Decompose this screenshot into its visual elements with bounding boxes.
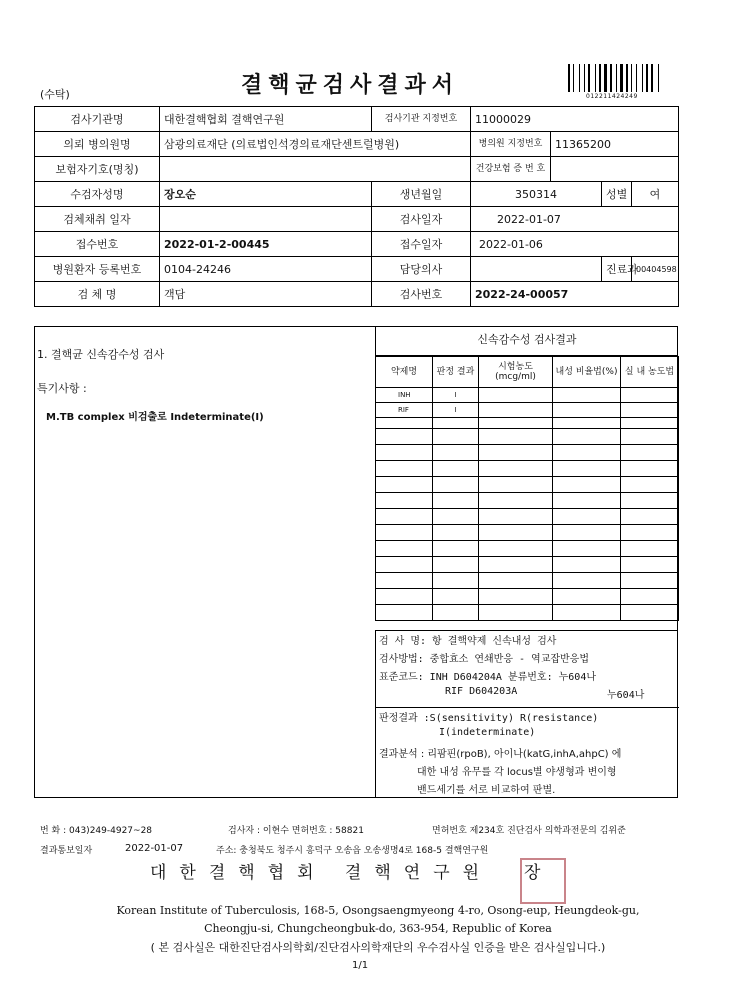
empty-cell bbox=[433, 477, 479, 493]
empty-cell bbox=[433, 418, 479, 429]
notify-date: 2022-01-07 bbox=[125, 843, 184, 854]
notify-label: 결과통보일자 bbox=[40, 846, 93, 856]
specimen-label: 검 체 명 bbox=[35, 282, 160, 307]
empty-cell bbox=[621, 388, 679, 403]
empty-cell bbox=[479, 605, 553, 621]
empty-cell bbox=[553, 388, 621, 403]
empty-cell bbox=[621, 589, 679, 605]
test-no-value: 2022-24-00057 bbox=[471, 282, 679, 307]
test-no-label: 검사번호 bbox=[372, 282, 471, 307]
barcode-number: 012211424249 bbox=[586, 93, 638, 100]
method-procedure: 검사방법: 중합효소 연쇄반응 - 역교잡반응법 bbox=[379, 654, 590, 665]
empty-cell bbox=[376, 573, 433, 589]
request-no-label: 병의원 지정번호 bbox=[471, 132, 551, 157]
empty-cell bbox=[433, 445, 479, 461]
col-absolute: 실 내 농도법 bbox=[621, 357, 679, 388]
empty-cell bbox=[553, 589, 621, 605]
empty-cell bbox=[433, 557, 479, 573]
table-row bbox=[376, 388, 679, 403]
method-rif-code: RIF D604203A bbox=[445, 686, 518, 697]
insurance-cert-label: 건강보험 증 번 호 bbox=[471, 157, 551, 182]
col-drug: 약제명 bbox=[376, 357, 433, 388]
table-row bbox=[376, 509, 679, 525]
receipt-no-value: 2022-01-2-00445 bbox=[160, 232, 372, 257]
empty-cell bbox=[479, 493, 553, 509]
col-concentration: 시험농도 (mcg/ml) bbox=[479, 357, 553, 388]
empty-cell bbox=[433, 573, 479, 589]
table-row bbox=[376, 429, 679, 445]
empty-cell bbox=[621, 509, 679, 525]
empty-cell bbox=[621, 445, 679, 461]
empty-cell bbox=[376, 477, 433, 493]
table-row bbox=[376, 573, 679, 589]
remarks-label: 특기사항 : bbox=[37, 382, 87, 395]
method-divider bbox=[376, 707, 679, 708]
empty-cell bbox=[479, 509, 553, 525]
empty-cell bbox=[621, 403, 679, 418]
empty-cell bbox=[376, 429, 433, 445]
test-name: 1. 결핵균 신속감수성 검사 bbox=[37, 348, 165, 361]
empty-cell bbox=[479, 403, 553, 418]
empty-cell bbox=[433, 525, 479, 541]
certification-note: ( 본 검사실은 대한진단검사의학회/진단검사의학재단의 우수검사실 인증을 받은 검사실입니다.) bbox=[150, 941, 606, 954]
empty-cell bbox=[621, 541, 679, 557]
method-analysis-2: 대한 내성 유무를 각 locus별 야생형과 변이형 bbox=[417, 767, 617, 778]
result-cell: I bbox=[433, 388, 479, 403]
result-cell: I bbox=[433, 403, 479, 418]
patient-info-table bbox=[34, 106, 679, 307]
table-row bbox=[376, 461, 679, 477]
receipt-date-value: 2022-01-06 bbox=[471, 232, 679, 257]
empty-cell bbox=[479, 589, 553, 605]
empty-cell bbox=[376, 525, 433, 541]
collect-date-value bbox=[160, 207, 372, 232]
empty-cell bbox=[479, 557, 553, 573]
patient-label: 수검자성명 bbox=[35, 182, 160, 207]
exam-org-label: 검사기관명 bbox=[35, 107, 160, 132]
empty-cell bbox=[376, 418, 433, 429]
license: 면허번호 제234호 진단검사 의학과전문의 김위준 bbox=[432, 826, 626, 836]
method-box bbox=[375, 630, 678, 798]
empty-cell bbox=[433, 605, 479, 621]
empty-cell bbox=[621, 418, 679, 429]
empty-cell bbox=[553, 445, 621, 461]
empty-cell bbox=[479, 573, 553, 589]
drug-cell: INH bbox=[376, 388, 433, 403]
empty-cell bbox=[621, 461, 679, 477]
address: 주소: 충청북도 청주시 흥덕구 오송읍 오송생명4로 168-5 결핵연구원 bbox=[216, 846, 489, 856]
empty-cell bbox=[553, 509, 621, 525]
request-hospital-value: 삼광의료재단 (의료법인석경의료재단센트럴병원) bbox=[160, 132, 471, 157]
method-test-name: 검 사 명: 항 결핵약제 신속내성 검사 bbox=[379, 636, 557, 647]
dept-label: 진료과 bbox=[602, 257, 632, 282]
empty-cell bbox=[433, 493, 479, 509]
method-judgement: 판정결과 :S(sensitivity) R(resistance) bbox=[379, 713, 599, 724]
method-analysis-1: 결과분석 : 리팜핀(rpoB), 아이나(katG,inhA,ahpC) 에 bbox=[379, 749, 622, 760]
table-row bbox=[376, 477, 679, 493]
drug-cell: RIF bbox=[376, 403, 433, 418]
insurance-cert-value bbox=[551, 157, 679, 182]
exam-org-no-value: 11000029 bbox=[471, 107, 679, 132]
empty-cell bbox=[433, 461, 479, 477]
inspector: 검사자 : 이현수 면허번호 : 58821 bbox=[228, 826, 364, 836]
empty-cell bbox=[479, 525, 553, 541]
table-row bbox=[376, 403, 679, 418]
empty-cell bbox=[553, 573, 621, 589]
table-row bbox=[376, 557, 679, 573]
empty-cell bbox=[621, 573, 679, 589]
empty-cell bbox=[479, 445, 553, 461]
official-seal: 장 bbox=[520, 858, 566, 904]
empty-cell bbox=[553, 477, 621, 493]
table-row bbox=[376, 541, 679, 557]
phone: 번 화 : 043)249-4927~28 bbox=[40, 826, 153, 836]
susceptibility-table bbox=[375, 356, 679, 621]
method-rif-class: 누604나 bbox=[607, 690, 645, 701]
empty-cell bbox=[479, 418, 553, 429]
empty-cell bbox=[376, 509, 433, 525]
test-date-label: 검사일자 bbox=[372, 207, 471, 232]
table-row bbox=[376, 525, 679, 541]
empty-cell bbox=[621, 493, 679, 509]
empty-cell bbox=[376, 557, 433, 573]
empty-cell bbox=[553, 418, 621, 429]
empty-cell bbox=[376, 445, 433, 461]
empty-cell bbox=[433, 589, 479, 605]
table-row bbox=[376, 589, 679, 605]
empty-cell bbox=[479, 477, 553, 493]
empty-cell bbox=[376, 493, 433, 509]
result-title: 신속감수성 검사결과 bbox=[375, 326, 678, 356]
empty-cell bbox=[621, 525, 679, 541]
sex-value: 여 bbox=[632, 182, 679, 207]
empty-cell bbox=[479, 429, 553, 445]
dob-value: 350314 bbox=[471, 182, 602, 207]
chart-no-label: 병원환자 등록번호 bbox=[35, 257, 160, 282]
empty-cell bbox=[376, 461, 433, 477]
barcode-image bbox=[568, 64, 680, 92]
receipt-no-label: 접수번호 bbox=[35, 232, 160, 257]
org-address-en-2: Cheongju-si, Chungcheongbuk-do, 363-954, Republic of Korea bbox=[204, 922, 552, 935]
table-row bbox=[376, 418, 679, 429]
remarks-value: M.TB complex 비검출로 Indeterminate(I) bbox=[46, 412, 264, 423]
empty-cell bbox=[553, 557, 621, 573]
receipt-date-label: 접수일자 bbox=[372, 232, 471, 257]
page-number: 1/1 bbox=[352, 960, 369, 971]
dob-label: 생년월일 bbox=[372, 182, 471, 207]
empty-cell bbox=[553, 525, 621, 541]
empty-cell bbox=[433, 509, 479, 525]
col-proportion: 내성 비율법(%) bbox=[553, 357, 621, 388]
empty-cell bbox=[553, 541, 621, 557]
doctor-value bbox=[471, 257, 602, 282]
empty-cell bbox=[621, 477, 679, 493]
specimen-value: 객담 bbox=[160, 282, 372, 307]
empty-cell bbox=[553, 605, 621, 621]
empty-cell bbox=[376, 605, 433, 621]
chart-no-value: 0104-24246 bbox=[160, 257, 372, 282]
empty-cell bbox=[376, 541, 433, 557]
doctor-label: 담당의사 bbox=[372, 257, 471, 282]
receipt-mark: (수탁) bbox=[40, 88, 70, 101]
dept-value: 00404598 bbox=[632, 257, 679, 282]
exam-org-value: 대한결핵협회 결핵연구원 bbox=[160, 107, 372, 132]
method-analysis-3: 밴드세기를 서로 비교하여 판별. bbox=[417, 785, 556, 796]
empty-cell bbox=[621, 557, 679, 573]
empty-cell bbox=[479, 388, 553, 403]
empty-cell bbox=[553, 429, 621, 445]
test-date-value: 2022-01-07 bbox=[471, 207, 679, 232]
empty-cell bbox=[479, 541, 553, 557]
empty-cell bbox=[553, 403, 621, 418]
table-row bbox=[376, 605, 679, 621]
insurer-value bbox=[160, 157, 471, 182]
col-result: 판정 결과 bbox=[433, 357, 479, 388]
empty-cell bbox=[621, 429, 679, 445]
method-indeterminate: I(indeterminate) bbox=[439, 727, 536, 738]
empty-cell bbox=[621, 605, 679, 621]
organization-name: 대한결핵협회 결핵연구원 bbox=[150, 863, 493, 883]
patient-value: 장오순 bbox=[160, 182, 372, 207]
table-row bbox=[376, 493, 679, 509]
table-row bbox=[376, 445, 679, 461]
method-standard-code: 표준코드: INH D604204A 분류번호: 누604나 bbox=[379, 672, 597, 683]
empty-cell bbox=[433, 541, 479, 557]
sex-label: 성별 bbox=[602, 182, 632, 207]
request-hospital-label: 의뢰 병의원명 bbox=[35, 132, 160, 157]
empty-cell bbox=[433, 429, 479, 445]
empty-cell bbox=[479, 461, 553, 477]
empty-cell bbox=[553, 461, 621, 477]
document-title: 결핵균검사결과서 bbox=[240, 73, 460, 98]
empty-cell bbox=[376, 589, 433, 605]
empty-cell bbox=[553, 493, 621, 509]
request-no-value: 11365200 bbox=[551, 132, 679, 157]
insurer-label: 보험자기호(명칭) bbox=[35, 157, 160, 182]
collect-date-label: 검체채취 일자 bbox=[35, 207, 160, 232]
exam-org-no-label: 검사기관 지정번호 bbox=[372, 107, 471, 132]
org-address-en-1: Korean Institute of Tuberculosis, 168-5, Osongsaengmyeong 4-ro, Osong-eup, Heungdeok-gu, bbox=[116, 904, 640, 917]
